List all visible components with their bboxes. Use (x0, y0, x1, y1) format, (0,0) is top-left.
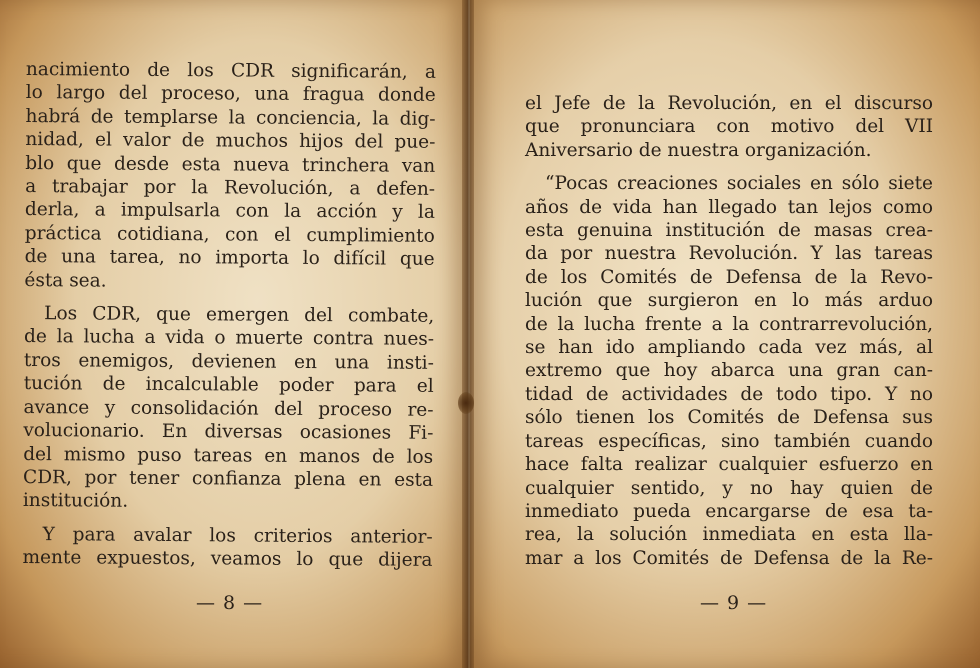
text-line: ésta sea. (24, 269, 107, 292)
text-line: práctica cotidiana, con el cumplimiento (24, 222, 435, 247)
text-line: años de vida han llegado tan lejos como (525, 196, 933, 218)
text-line: el Jefe de la Revolución, en el discurso (525, 93, 933, 114)
text-line: nacimiento de los CDR significarán, a (25, 58, 436, 83)
text-line: cualquier sentido, y no hay quien de (525, 477, 933, 499)
text-line: del mismo puso tareas en manos de los (23, 443, 434, 468)
page-number: — 9 — (700, 592, 768, 614)
text-line: derla, a impulsarla con la acción y la (24, 199, 436, 224)
text-line: mar a los Comités de Defensa de la Re- (525, 547, 933, 569)
ink-stain (458, 392, 474, 414)
paragraph (23, 302, 434, 516)
paragraph (22, 523, 432, 573)
text-line: sólo tienen los Comités de Defensa sus (525, 407, 933, 429)
text-line: Aniversario de nuestra organización. (525, 139, 872, 161)
text-line: rea, la solución inmediata en esta lla- (525, 524, 933, 546)
left-page (0, 0, 468, 668)
text-line: institución. (22, 490, 129, 513)
text-line: “Pocas creaciones sociales en sólo siete (545, 173, 933, 195)
text-line: lo largo del proceso, una fragua donde (25, 82, 436, 107)
text-line: avance y consolidación del proceso re- (23, 396, 434, 421)
text-line: extremo que hoy abarca una gran can- (525, 360, 933, 382)
paragraph (525, 172, 933, 570)
text-line: tareas específicas, sino también cuando (525, 430, 933, 452)
text-line: mente expuestos, veamos lo que dijera (22, 547, 433, 571)
text-line: a trabajar por la Revolución, a defen- (25, 176, 436, 200)
text-line: de la lucha frente a la contrarrevolución, (525, 313, 933, 335)
text-line: hace falta realizar cualquier esfuerzo en (525, 454, 933, 476)
text-line: Los CDR, que emergen del combate, (44, 303, 435, 327)
book-gutter (462, 0, 474, 668)
paragraph (24, 58, 436, 295)
page-number: — 8 — (196, 592, 264, 614)
text-line: tros enemigos, devienen en una insti- (23, 349, 434, 374)
paragraph (525, 92, 933, 162)
text-line: de una tarea, no importa lo difícil que (24, 246, 435, 271)
text-line: nidad, el valor de muchos hijos del pue- (25, 129, 436, 154)
text-line: da por nuestra Revolución. Y las tareas (525, 243, 933, 265)
text-line: que pronunciara con motivo del VII (525, 116, 933, 138)
text-line: volucionario. En diversas ocasiones Fi- (23, 420, 434, 444)
right-page-text (525, 92, 933, 570)
text-line: tución de incalculable poder para el (23, 373, 434, 398)
text-line: inmediato pueda encargarse de esa ta- (525, 500, 933, 522)
text-line: de la lucha a vida o muerte contra nues- (23, 326, 435, 351)
left-page-text (22, 58, 436, 572)
text-line: tidad de actividades de todo tipo. Y no (525, 383, 933, 405)
text-line: Y para avalar los criterios anterior- (42, 523, 433, 548)
text-line: blo que desde esta nueva trinchera van (25, 152, 436, 177)
text-line: se han ido ampliando cada vez más, al (525, 337, 933, 359)
text-line: habrá de templarse la conciencia, la dig- (25, 105, 436, 130)
text-line: lución que surgieron en lo más arduo (525, 290, 933, 312)
text-line: CDR, por tener confianza plena en esta (22, 466, 434, 491)
text-line: de los Comités de Defensa de la Revo- (525, 266, 933, 288)
right-page (470, 0, 980, 668)
text-line: esta genuina institución de masas crea- (525, 220, 933, 242)
